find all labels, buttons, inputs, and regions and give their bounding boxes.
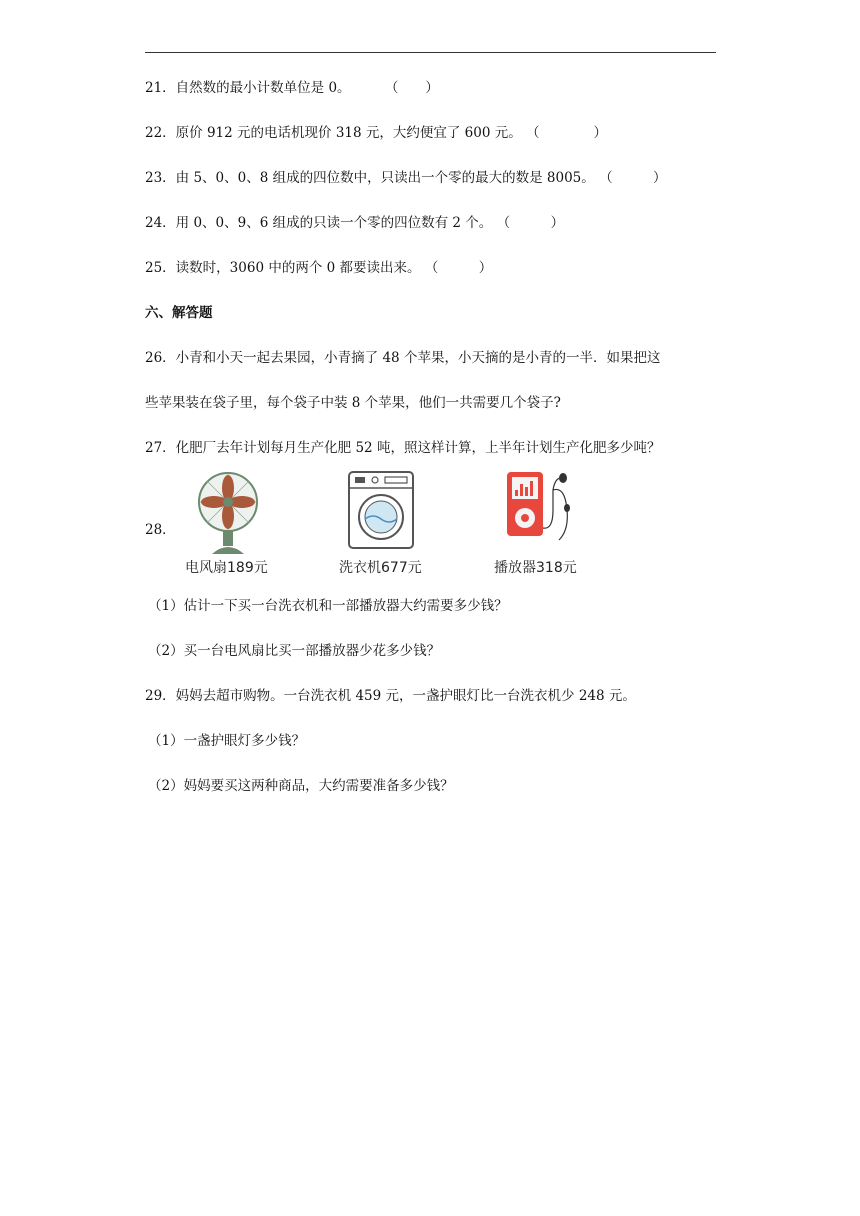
header-rule xyxy=(145,52,716,53)
question-28-sub-2: （2）买一台电风扇比买一部播放器少花多少钱？ xyxy=(148,643,441,659)
question-29-sub-2: （2）妈妈要买这两种商品，大约需要准备多少钱？ xyxy=(148,778,454,794)
question-28-sub-1: （1）估计一下买一台洗衣机和一部播放器大约需要多少钱？ xyxy=(148,598,508,614)
question-24 xyxy=(145,214,564,232)
question-23-text: 23．由 5、0、0、8 组成的四位数中，只读出一个零的最大的数是 8005。 xyxy=(145,170,595,186)
fan-icon xyxy=(188,470,268,555)
question-24-text: 24．用 0、0、9、6 组成的只读一个零的四位数有 2 个。 xyxy=(145,215,493,231)
question-25 xyxy=(145,259,492,277)
question-21-text: 21．自然数的最小计数单位是 0。 xyxy=(145,80,351,96)
music-player-icon xyxy=(505,470,573,552)
section-title: 六、解答题 xyxy=(145,305,213,321)
fan-caption: 电风扇189元 xyxy=(185,560,268,576)
question-28-number: 28． xyxy=(145,522,176,538)
answer-blank-23[interactable]: （ ） xyxy=(599,170,667,186)
answer-blank-22[interactable]: （ ） xyxy=(526,125,608,141)
answer-blank-21[interactable]: （ ） xyxy=(384,80,439,96)
question-27: 27．化肥厂去年计划每月生产化肥 52 吨，照这样计算，上半年计划生产化肥多少吨？ xyxy=(145,440,661,456)
question-21 xyxy=(145,79,439,97)
question-26-line-1: 26．小青和小天一起去果园，小青摘了 48 个苹果，小天摘的是小青的一半．如果把这 xyxy=(145,350,661,366)
answer-blank-24[interactable]: （ ） xyxy=(496,215,565,231)
question-29: 29．妈妈去超市购物。一台洗衣机 459 元，一盏护眼灯比一台洗衣机少 248 元。 xyxy=(145,688,636,704)
question-22 xyxy=(145,124,607,142)
question-29-sub-1: （1）一盏护眼灯多少钱？ xyxy=(148,733,306,749)
question-23 xyxy=(145,169,667,187)
question-22-text: 22．原价 912 元的电话机现价 318 元，大约便宜了 600 元。 xyxy=(145,125,522,141)
washing-machine-icon xyxy=(347,470,415,550)
answer-blank-25[interactable]: （ ） xyxy=(424,260,493,276)
washing-machine-caption: 洗衣机677元 xyxy=(339,560,422,576)
question-25-text: 25．读数时，3060 中的两个 0 都要读出来。 xyxy=(145,260,421,276)
question-26-line-2: 些苹果装在袋子里，每个袋子中装 8 个苹果，他们一共需要几个袋子? xyxy=(145,395,561,411)
music-player-caption: 播放器318元 xyxy=(494,560,577,576)
